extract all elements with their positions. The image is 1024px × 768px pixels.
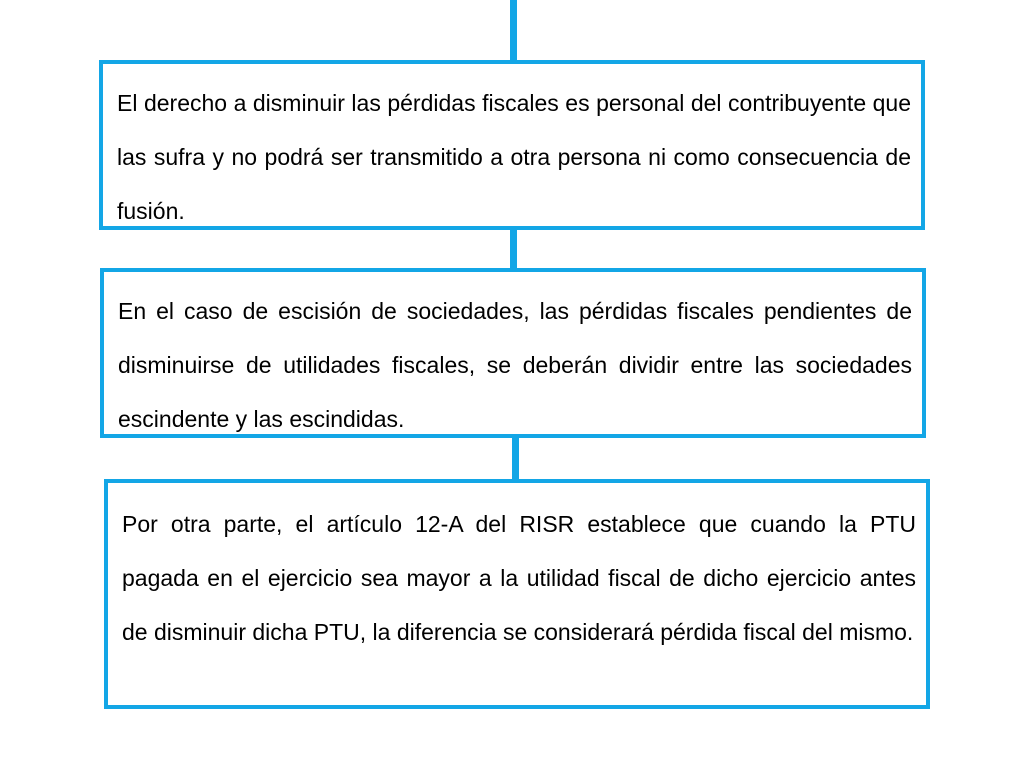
flow-box-2 xyxy=(100,268,926,438)
connector-2-3 xyxy=(512,438,519,482)
flow-box-3-text: Por otra parte, el artículo 12-A del RISR establece que cuando la PTU pagada en el ejercicio sea mayor a la utilidad fiscal de dicho ejercicio antes de disminuir dicha PTU, la diferencia se considerará pérdida fiscal del mismo. xyxy=(122,511,916,645)
flow-box-2-text: En el caso de escisión de sociedades, las pérdidas fiscales pendientes de disminuirse de utilidades fiscales, se deberán dividir entre las sociedades escindente y las escindidas. xyxy=(118,298,912,432)
flow-box-1 xyxy=(99,60,925,230)
connector-1-2 xyxy=(510,230,517,270)
flow-box-3 xyxy=(104,479,930,709)
flow-box-1-text: El derecho a disminuir las pérdidas fiscales es personal del contribuyente que las sufra y no podrá ser transmitido a otra persona ni como consecuencia de fusión. xyxy=(117,90,911,224)
connector-top xyxy=(510,0,517,62)
